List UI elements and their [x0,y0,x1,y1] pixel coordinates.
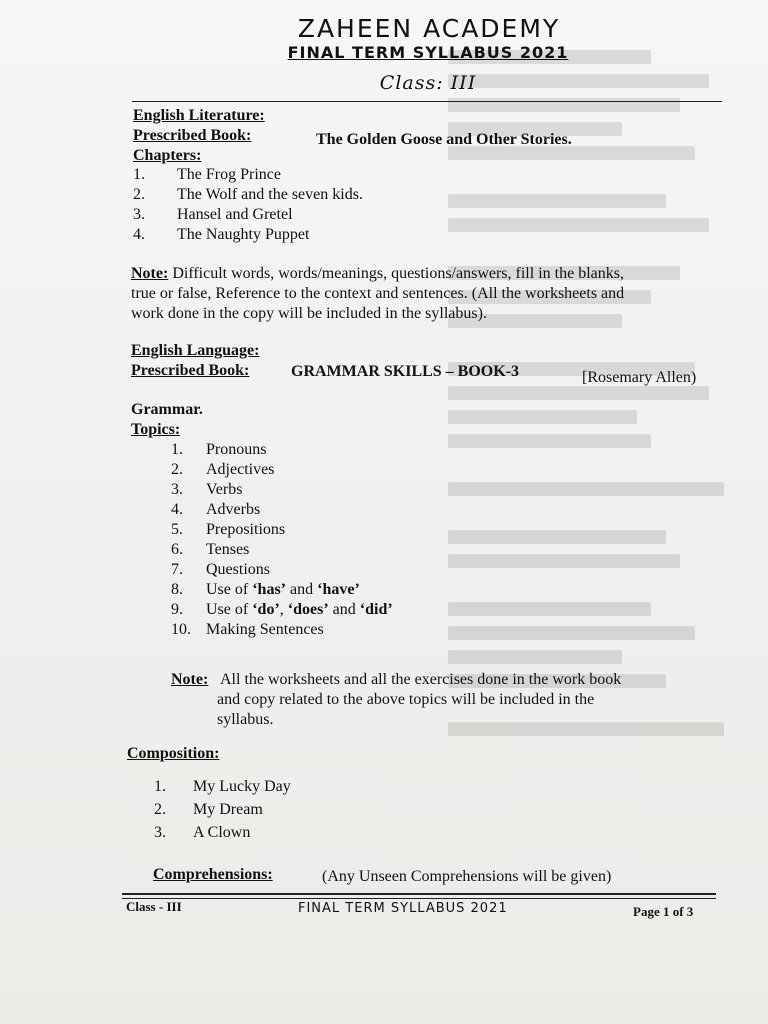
composition-number: 2. [154,801,166,818]
composition-number: 3. [154,824,166,841]
topic-number: 4. [171,501,183,518]
list-item [133,165,363,185]
topic-number: 10. [171,621,191,638]
topic-text: Prepositions [206,521,286,538]
note-line: syllabus. [217,711,274,728]
topic-number: 9. [171,601,183,618]
list-item [171,560,393,580]
chapters-list [133,165,363,245]
composition-title: A Clown [193,824,251,841]
chapters-label: Chapters: [133,147,202,164]
academy-name: ZAHEEN ACADEMY [297,14,561,43]
topic-number: 1. [171,441,183,458]
topic-number: 3. [171,481,183,498]
topics-label: Topics: [131,421,181,438]
topic-text: Questions [206,561,270,578]
list-item [154,775,291,798]
syllabus-title: FINAL TERM SYLLABUS 2021 [287,43,569,62]
note-line: and copy related to the above topics will be included in the [217,691,595,708]
literature-note [131,264,731,324]
footer-class: Class - III [126,899,182,914]
topic-number: 2. [171,461,183,478]
grammar-label: Grammar. [131,401,203,418]
note-line: Difficult words, words/meanings, questions/answers, fill in the blanks, [168,265,624,282]
list-item [171,480,393,500]
topic-number: 8. [171,581,183,598]
footer-title: FINAL TERM SYLLABUS 2021 [298,901,508,916]
chapter-number: 4. [133,226,145,243]
footer-rule-top [122,893,716,895]
list-item [171,460,393,480]
note-line: All the worksheets and all the exercises done in the work book [220,671,622,688]
chapter-number: 3. [133,206,145,223]
topic-text: and [286,581,318,598]
english-language-heading: English Language: [131,342,260,359]
list-item [171,580,393,600]
grammar-note [171,670,711,730]
note-line: true or false, Reference to the context and sentences. (All the worksheets and [131,285,625,302]
chapter-number: 2. [133,186,145,203]
topic-text: Use of [206,581,253,598]
footer-page-number: Page 1 of 3 [633,904,694,919]
note-label: Note: [171,671,209,688]
chapter-title: The Naughty Puppet [177,226,310,243]
chapter-title: The Wolf and the seven kids. [177,186,363,203]
footer-rule-bottom [122,898,716,899]
composition-number: 1. [154,778,166,795]
topic-keyword: ‘does’ [287,601,329,618]
topic-text: Use of [206,601,253,618]
topic-text: Adjectives [206,461,275,478]
comprehensions-heading: Comprehensions: [153,866,273,883]
topics-list [171,440,393,640]
list-item [171,500,393,520]
list-item [171,440,393,460]
literature-book-name: The Golden Goose and Other Stories. [316,131,572,148]
composition-heading: Composition: [127,745,220,762]
book-author: [Rosemary Allen) [582,369,697,386]
list-item [171,540,393,560]
topic-keyword: ‘has’ [252,581,286,598]
english-literature-heading: English Literature: [133,107,265,124]
note-line: work done in the copy will be included in the syllabus). [131,305,487,322]
list-item [171,620,393,640]
topic-text: Tenses [206,541,250,558]
list-item [171,520,393,540]
list-item [133,225,363,245]
topic-text: Adverbs [206,501,261,518]
topic-text: , [279,601,288,618]
language-book-name: GRAMMAR SKILLS – BOOK-3 [291,363,520,380]
topic-number: 7. [171,561,183,578]
topic-text: Pronouns [206,441,267,458]
topic-text: Verbs [206,481,243,498]
class-title: Class: III [379,72,477,94]
literature-book-label: Prescribed Book: [133,127,252,144]
list-item [154,821,291,844]
topic-number: 5. [171,521,183,538]
topic-number: 6. [171,541,183,558]
chapter-number: 1. [133,166,145,183]
composition-list [154,775,291,844]
composition-title: My Lucky Day [193,778,291,795]
header-rule [132,101,722,102]
topic-keyword: ‘did’ [359,601,393,618]
list-item [133,205,363,225]
comprehensions-text: (Any Unseen Comprehensions will be given) [322,868,612,885]
topic-keyword: ‘have’ [317,581,360,598]
note-label: Note: [131,265,169,282]
chapter-title: The Frog Prince [177,166,281,183]
topic-keyword: ‘do’ [252,601,280,618]
language-book-label: Prescribed Book: [131,362,250,379]
composition-title: My Dream [193,801,263,818]
chapter-title: Hansel and Gretel [177,206,293,223]
list-item [171,600,393,620]
list-item [154,798,291,821]
list-item [133,185,363,205]
topic-text: Making Sentences [206,621,324,638]
topic-text: and [328,601,360,618]
